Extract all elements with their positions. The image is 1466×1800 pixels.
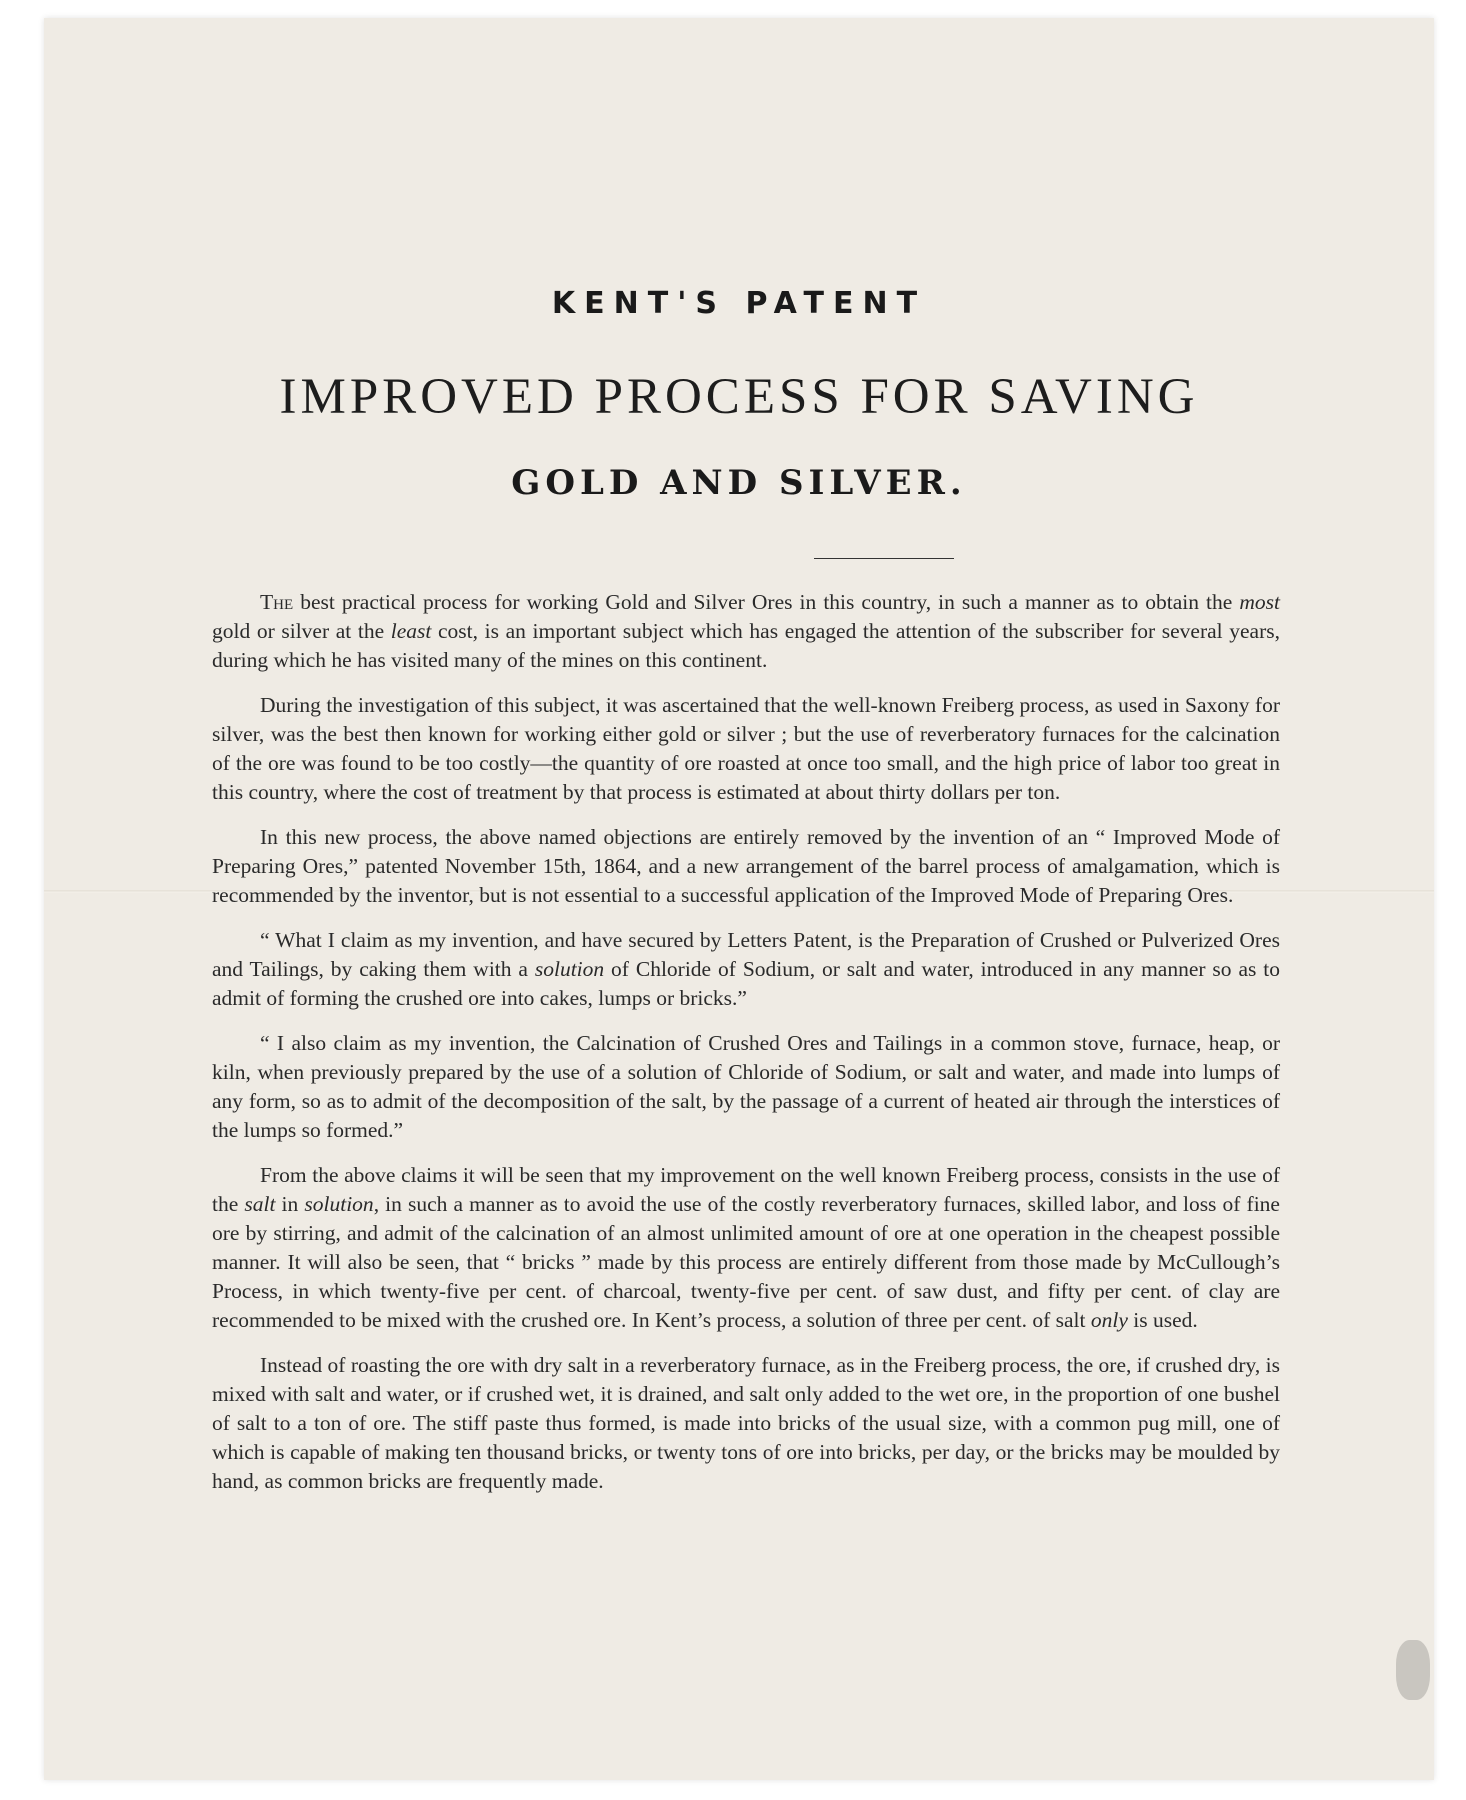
paragraph-3: In this new process, the above named objections are entirely removed by the invention of an “ Improved Mode of Preparing Ores,” patented November 15th, 1864, and a new arrangement of the barrel process of amalgamation, which is recommended by the inventor, but is not essential to a successful application of the Improved Mode of Preparing Ores. [212,825,1280,907]
main-heading: IMPROVED PROCESS FOR SAVING [279,369,1199,425]
paragraph-4: “ What I claim as my invention, and have secured by Letters Patent, is the Preparation of Crushed or Pulverized Ores and Tailings, by caking them with a solution of Chloride of Sodium, or salt and water, introduced in any manner so as to admit of forming the crushed ore into cakes, lumps or bricks.” [212,928,1280,1010]
body-text [212,588,1280,1512]
paragraph-5: “ I also claim as my invention, the Calcination of Crushed Ores and Tailings in a common stove, furnace, heap, or kiln, when previously prepared by the use of a solution of Chloride of Sodium, or salt and water, and made into lumps of any form, so as to admit of the decomposition of the salt, by the passage of a current of heated air through the interstices of the lumps so formed.” [212,1031,1280,1142]
lead-word: The [260,590,294,614]
paragraph-2: During the investigation of this subject, it was ascertained that the well-known Freiberg process, as used in Saxony for silver, was the best then known for working either gold or silver ; but the use of reverberatory furnaces for the calcination of the ore was found to be too costly—the quantity of ore roasted at once too small, and the high price of labor too great in this country, where the cost of treatment by that process is estimated at about thirty dollars per ton. [212,693,1280,804]
paragraph-1: The best practical process for working Gold and Silver Ores in this country, in such a manner as to obtain the most gold or silver at the least cost, is an important subject which has engaged the attention of the subscriber for several years, during which he has visited many of the mines on this continent. [212,590,1280,672]
divider-rule [814,558,954,559]
kicker-heading: KENT'S PATENT [551,286,927,321]
sub-heading: GOLD AND SILVER. [511,463,967,503]
edge-stain [1396,1640,1430,1700]
paragraph-6: From the above claims it will be seen that my improvement on the well known Freiberg process, consists in the use of the salt in solution, in such a manner as to avoid the use of the costly reverberatory furnaces, skilled labor, and loss of fine ore by stirring, and admit of the calcination of an almost unlimited amount of ore at one operation in the cheapest possible manner. It will also be seen, that “ bricks ” made by this process are entirely different from those made by McCullough’s Process, in which twenty-five per cent. of charcoal, twenty-five per cent. of saw dust, and fifty per cent. of clay are recommended to be mixed with the crushed ore. In Kent’s process, a solution of three per cent. of salt only is used. [212,1163,1280,1332]
paragraph-7: Instead of roasting the ore with dry salt in a reverberatory furnace, as in the Freiberg process, the ore, if crushed dry, is mixed with salt and water, or if crushed wet, it is drained, and salt only added to the wet ore, in the proportion of one bushel of salt to a ton of ore. The stiff paste thus formed, is made into bricks of the usual size, with a common pug mill, one of which is capable of making ten thousand bricks, or twenty tons of ore into bricks, per day, or the bricks may be moulded by hand, as common bricks are frequently made. [212,1353,1280,1493]
